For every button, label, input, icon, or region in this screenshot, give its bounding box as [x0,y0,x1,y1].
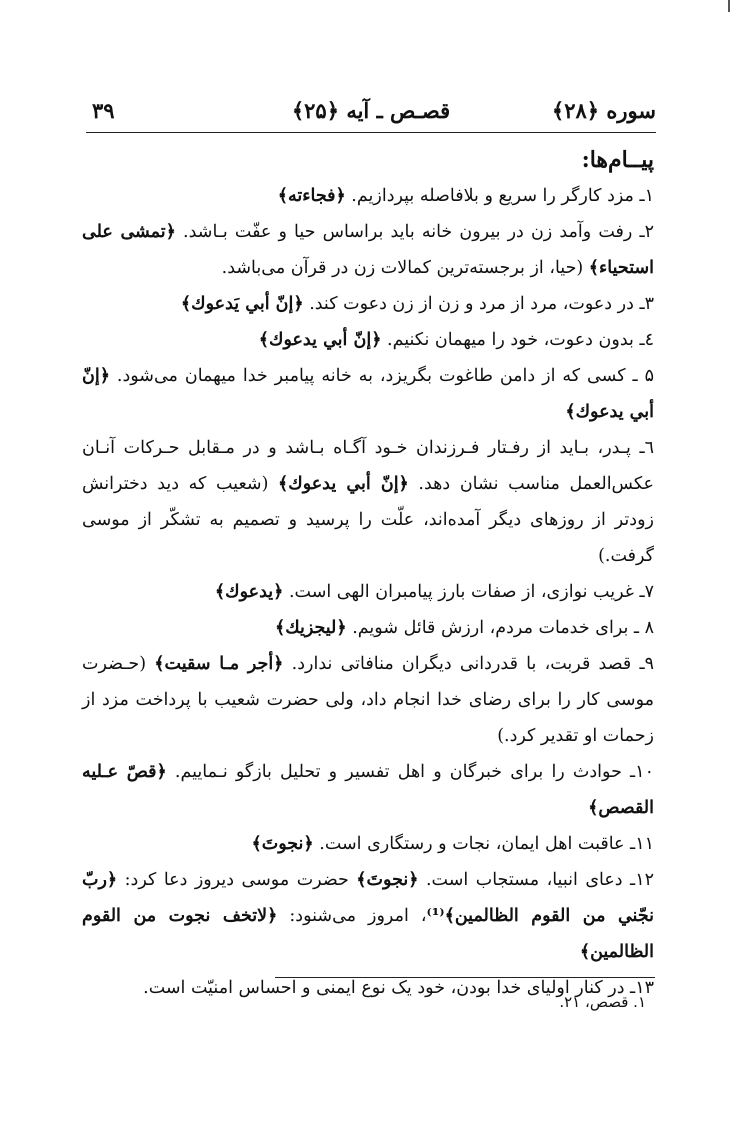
item-text: ۱۱ـ عاقبت اهل ایمان، نجات و رستگاری است. [313,834,654,854]
item-text: ٦ـ پـدر، بـاید از رفـتار فـرزندان خـود آگـاه بـاشد و در مـقابل حـرکات آنـان عکس‌العمل مناسب نشان دهد. [82,438,654,494]
message-item-4 [82,322,654,358]
quran-reference-answer: ﴿لاتخف نجوت من القوم الظالمين﴾ [82,906,654,962]
item-note: حضرت موسی دیروز دعا کرد: [117,870,357,890]
item-text: ۷ـ غریب نوازی، از صفات بارز پیامبران الهی است. [283,582,654,602]
message-item-2 [82,214,654,286]
quran-reference: ﴿ليجزيك﴾ [274,618,347,638]
item-text: ۱ـ مزد کارگر را سریع و بلافاصله بپردازیم. [345,186,654,206]
footnote: ۱. قصص، ۲۱. [559,993,646,1011]
page-header [86,92,656,132]
quran-reference: ﴿يدعوك﴾ [214,582,284,602]
item-note: (حیا، از برجسته‌ترین کمالات زن در قرآن می‌باشد. [221,258,589,278]
message-item-12 [82,862,654,970]
item-text: ۸ ـ برای خدمات مردم، ارزش قائل شویم. [346,618,654,638]
page-number: ۳۹ [92,98,115,123]
surah-label: سوره ﴿۲۸﴾ [551,98,656,123]
message-item-10 [82,754,654,826]
header-divider [86,132,656,133]
main-text [82,140,654,1006]
item-note: (حـضرت موسی کار را برای رضای خدا انجام داد، ولی حضرت شعیب با پرداخت مزد از زحمات او تقدیر کرد.) [82,654,654,746]
quran-reference: ﴿تمشی علی استحیاء﴾ [82,222,654,278]
quran-reference: ﴿فجاءته﴾ [277,186,346,206]
section-title: پیــام‌ها: [581,147,654,173]
quran-reference-prayer: ﴿ربّ نجّني من القوم الظالمين﴾⁽¹⁾ [82,870,655,926]
quran-reference: ﴿إنّ أبي يدعوك﴾ [278,474,409,494]
item-text: ۱۳ـ در کنار اولیای خدا بودن، خود یک نوع ایمنی و احساس امنیّت است. [143,978,654,998]
message-item-8 [82,610,654,646]
item-text: ٤ـ بدون دعوت، خود را میهمان نکنیم. [381,330,654,350]
footnote-divider [275,977,655,978]
quran-reference: ﴿إنّ أبي يدعوك﴾ [82,366,654,422]
message-item-9 [82,646,654,754]
running-title: قصـص ـ آیه ﴿۲۵﴾ [291,98,451,123]
item-text: ۲ـ رفت وآمد زن در بیرون خانه باید براساس حیا و عفّت بـاشد. [175,222,655,242]
item-text: ۹ـ قصد قربت، با قدردانی دیگران منافاتی ندارد. [283,654,654,674]
message-item-7 [82,574,654,610]
item-text: ۱۲ـ دعای انبیا، مستجاب است. [418,870,654,890]
message-item-5 [82,358,654,430]
quran-reference: ﴿إنّ أبي يَدعوك﴾ [180,294,304,314]
item-note: ، امروز می‌شنود: [277,906,427,926]
item-text: ۱۰ـ حوادث را برای خبرگان و اهل تفسیر و تحلیل بازگو نـماییم. [166,762,654,782]
message-item-3 [82,286,654,322]
item-text: ۵ ـ کسی که از دامن طاغوت بگریزد، به خانه پیامبر خدا میهمان می‌شود. [109,366,654,386]
message-item-1 [82,178,654,214]
quran-reference: ﴿نجوتَ﴾ [251,834,314,854]
quran-reference: ﴿إنّ أبي يدعوك﴾ [258,330,382,350]
item-text: ۳ـ در دعوت، مرد از مرد و زن از زن دعوت کند. [303,294,654,314]
item-note: (شعیب که دید دخترانش زودتر از روزهای دیگر آمده‌اند، علّت را پرسید و تصمیم به تشکّر از موسی گرفت.) [82,474,654,566]
quran-reference: ﴿قصّ عـليه القصص﴾ [82,762,654,818]
quran-reference: ﴿نجوتَ﴾ [356,870,419,890]
message-item-11 [82,826,654,862]
message-item-6 [82,430,654,574]
quran-reference: ﴿أجر مـا سقيت﴾ [154,654,284,674]
